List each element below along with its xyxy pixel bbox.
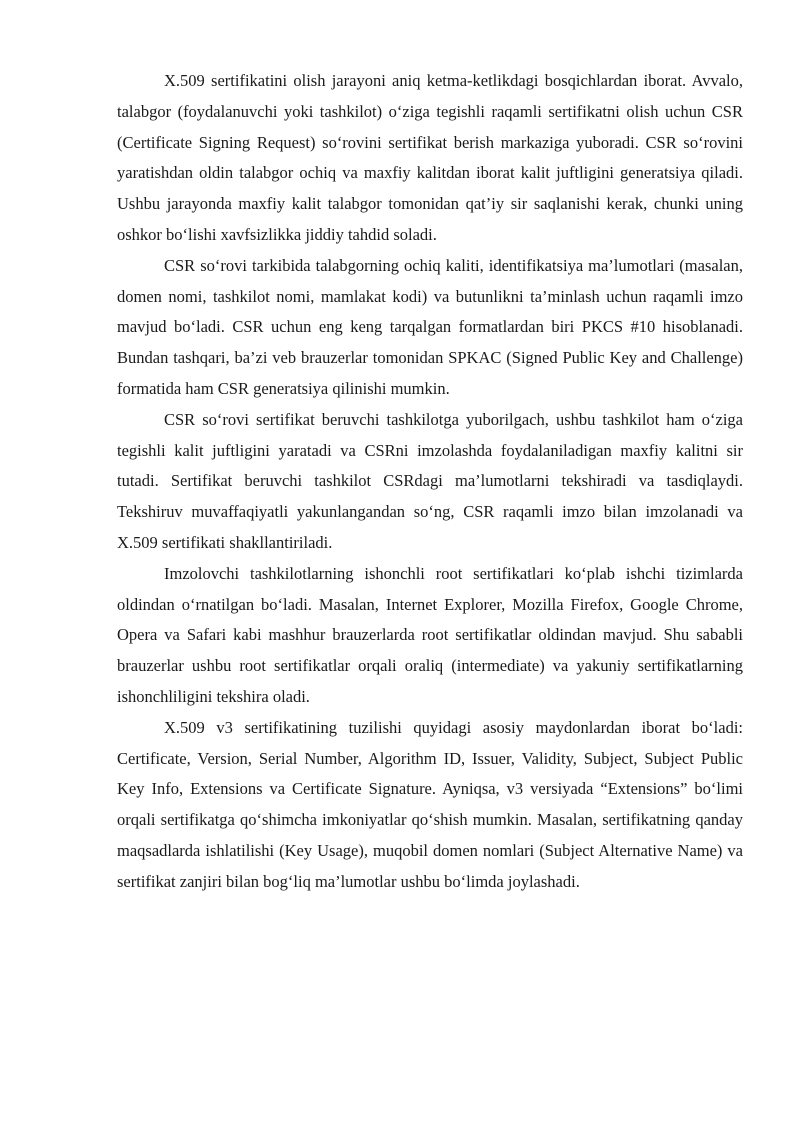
paragraph-csr-signing: CSR so‘rovi sertifikat beruvchi tashkilotga yuborilgach, ushbu tashkilot ham o‘ziga tegishli kalit juftligini yaratadi va CSRni imzolashda foydalaniladigan maxfiy kalitni sir tutadi. Sertifikat beruvchi tashkilot CSRdagi ma’lumotlarni tekshiradi va tasdiqlaydi. Tekshiruv muvaffaqiyatli yakunlangandan so‘ng, CSR raqamli imzo bilan imzolanadi va X.509 sertifikati shakllantiriladi. <box>117 409 743 552</box>
paragraph-csr-process: X.509 sertifikatini olish jarayoni aniq ketma-ketlikdagi bosqichlardan iborat. Avvalo, talabgor (foydalanuvchi yoki tashkilot) o‘ziga tegishli raqamli sertifikatni olish uchun CSR (Certificate Signing Request) so‘rovini sertifikat berish markaziga yuboradi. CSR so‘rovini yaratishdan oldin talabgor ochiq va maxfiy kalitdan iborat kalit juftligini generatsiya qiladi. Ushbu jarayonda maxfiy kalit talabgor tomonidan qat’iy sir saqlanishi kerak, chunki uning oshkor bo‘lishi xavfsizlikka jiddiy tahdid soladi. <box>117 71 743 244</box>
paragraph-csr-contents: CSR so‘rovi tarkibida talabgorning ochiq kaliti, identifikatsiya ma’lumotlari (masalan, domen nomi, tashkilot nomi, mamlakat kodi) va butunlikni ta’minlash uchun raqamli imzo mavjud bo‘ladi. CSR uchun eng keng tarqalgan formatlardan biri PKCS #10 hisoblanadi. Bundan tashqari, ba’zi veb brauzerlar tomonidan SPKAC (Signed Public Key and Challenge) formatida ham CSR generatsiya qilinishi mumkin. <box>117 255 743 398</box>
paragraph-root-certificates: Imzolovchi tashkilotlarning ishonchli root sertifikatlari ko‘plab ishchi tizimlarda oldindan o‘rnatilgan bo‘ladi. Masalan, Internet Explorer, Mozilla Firefox, Google Chrome, Opera va Safari kabi mashhur brauzerlarda root sertifikatlar oldindan mavjud. Shu sababli brauzerlar ushbu root sertifikatlar orqali oraliq (intermediate) va yakuniy sertifikatlarning ishonchliligini tekshira oladi. <box>117 563 743 706</box>
document-body <box>117 66 743 898</box>
paragraph-x509-v3-structure: X.509 v3 sertifikatining tuzilishi quyidagi asosiy maydonlardan iborat bo‘ladi: Certificate, Version, Serial Number, Algorithm ID, Issuer, Validity, Subject, Subject Public Key Info, Extensions va Certificate Signature. Ayniqsa, v3 versiyada “Extensions” bo‘limi orqali sertifikatga qo‘shimcha imkoniyatlar qo‘shish mumkin. Masalan, sertifikatning qanday maqsadlarda ishlatilishi (Key Usage), muqobil domen nomlari (Subject Alternative Name) va sertifikat zanjiri bilan bog‘liq ma’lumotlar ushbu bo‘limda joylashadi. <box>117 717 743 891</box>
